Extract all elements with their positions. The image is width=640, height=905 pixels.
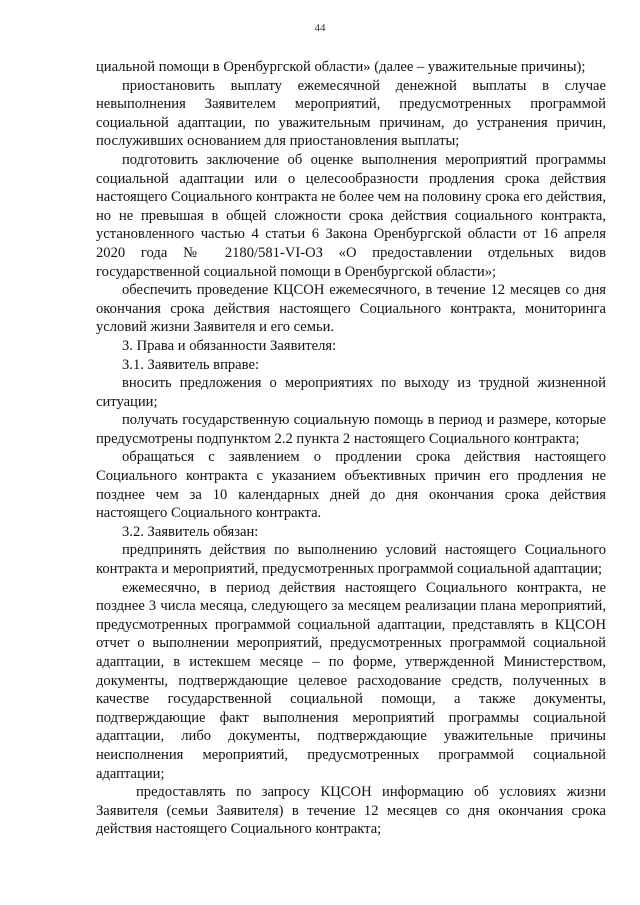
paragraph-take-actions: предпринять действия по выполнению условий настоящего Социального контракта и мероприятий, предусмотренных программой социальной адаптации;: [96, 542, 606, 578]
paragraph-submit-proposals: вносить предложения о мероприятиях по выходу из трудной жизненной ситуации;: [96, 375, 606, 410]
document-body: [96, 58, 606, 839]
paragraph-reasons-continuation: циальной помощи в Оренбургской области» (далее – уважительные причины);: [96, 59, 586, 75]
page-number: 44: [314, 22, 326, 34]
paragraph-prepare-assessment: подготовить заключение об оценке выполнения мероприятий программы социальной адаптации или о целесообразности продления срока действия настоящего Социального контракта не более чем на половину срока его действия, но не превышая в общей сложности срока действия социального контракта, установленного частью 4 статьи 6 Закона Оренбургской области от 16 апреля 2020 года № 2180/581-VI-ОЗ «О предоставлении отдельных видов государственной социальной помощи в Оренбургской области»;: [96, 151, 606, 280]
paragraph-suspend-payment: приостановить выплату ежемесячной денежной выплаты в случае невыполнения Заявителем мероприятий, предусмотренных программой социальной адаптации, по уважительным причинам, до устранения причин, послуживших основанием для приостановления выплаты;: [96, 77, 606, 150]
paragraph-ensure-monitoring: обеспечить проведение КЦСОН ежемесячного, в течение 12 месяцев со дня окончания срока действия настоящего Социального контракта, мониторинга условий жизни Заявителя и его семьи.: [96, 282, 606, 336]
paragraph-receive-assistance: получать государственную социальную помощь в период и размере, которые предусмотрены подпунктом 2.2 пункта 2 настоящего Социального контракта;: [96, 412, 606, 447]
paragraph-provide-information: предоставлять по запросу КЦСОН информацию об условиях жизни Заявителя (семьи Заявителя) в течение 12 месяцев со дня окончания срока действия настоящего Социального контракта;: [96, 784, 606, 838]
subsection-heading-applicant-rights: 3.1. Заявитель вправе:: [122, 356, 259, 373]
section-heading-applicant-rights-duties: 3. Права и обязанности Заявителя:: [122, 337, 337, 354]
paragraph-monthly-report: ежемесячно, в период действия настоящего Социального контракта, не позднее 3 числа месяца, следующего за месяцем реализации плана мероприятий, предусмотренных программой социальной адаптации, представлять в КЦСОН отчет о выполнении мероприятий, предусмотренных программой социальной адаптации, в истекшем месяце – по форме, утвержденной Министерством, документы, подтверждающие целевое расходование средств, полученных в качестве государственной социальной помощи, а также документы, подтверждающие факт выполнения мероприятий программы социальной адаптации, либо документы, подтверждающие уважительные причины неисполнения мероприятий, предусмотренных программой социальной адаптации;: [96, 579, 606, 782]
subsection-heading-applicant-duties: 3.2. Заявитель обязан:: [122, 523, 259, 540]
paragraph-apply-extension: обращаться с заявлением о продлении срока действия настоящего Социального контракта с указанием объективных причин его продления не позднее чем за 10 календарных дней до дня окончания срока действия настоящего Социального контракта.: [96, 449, 606, 522]
